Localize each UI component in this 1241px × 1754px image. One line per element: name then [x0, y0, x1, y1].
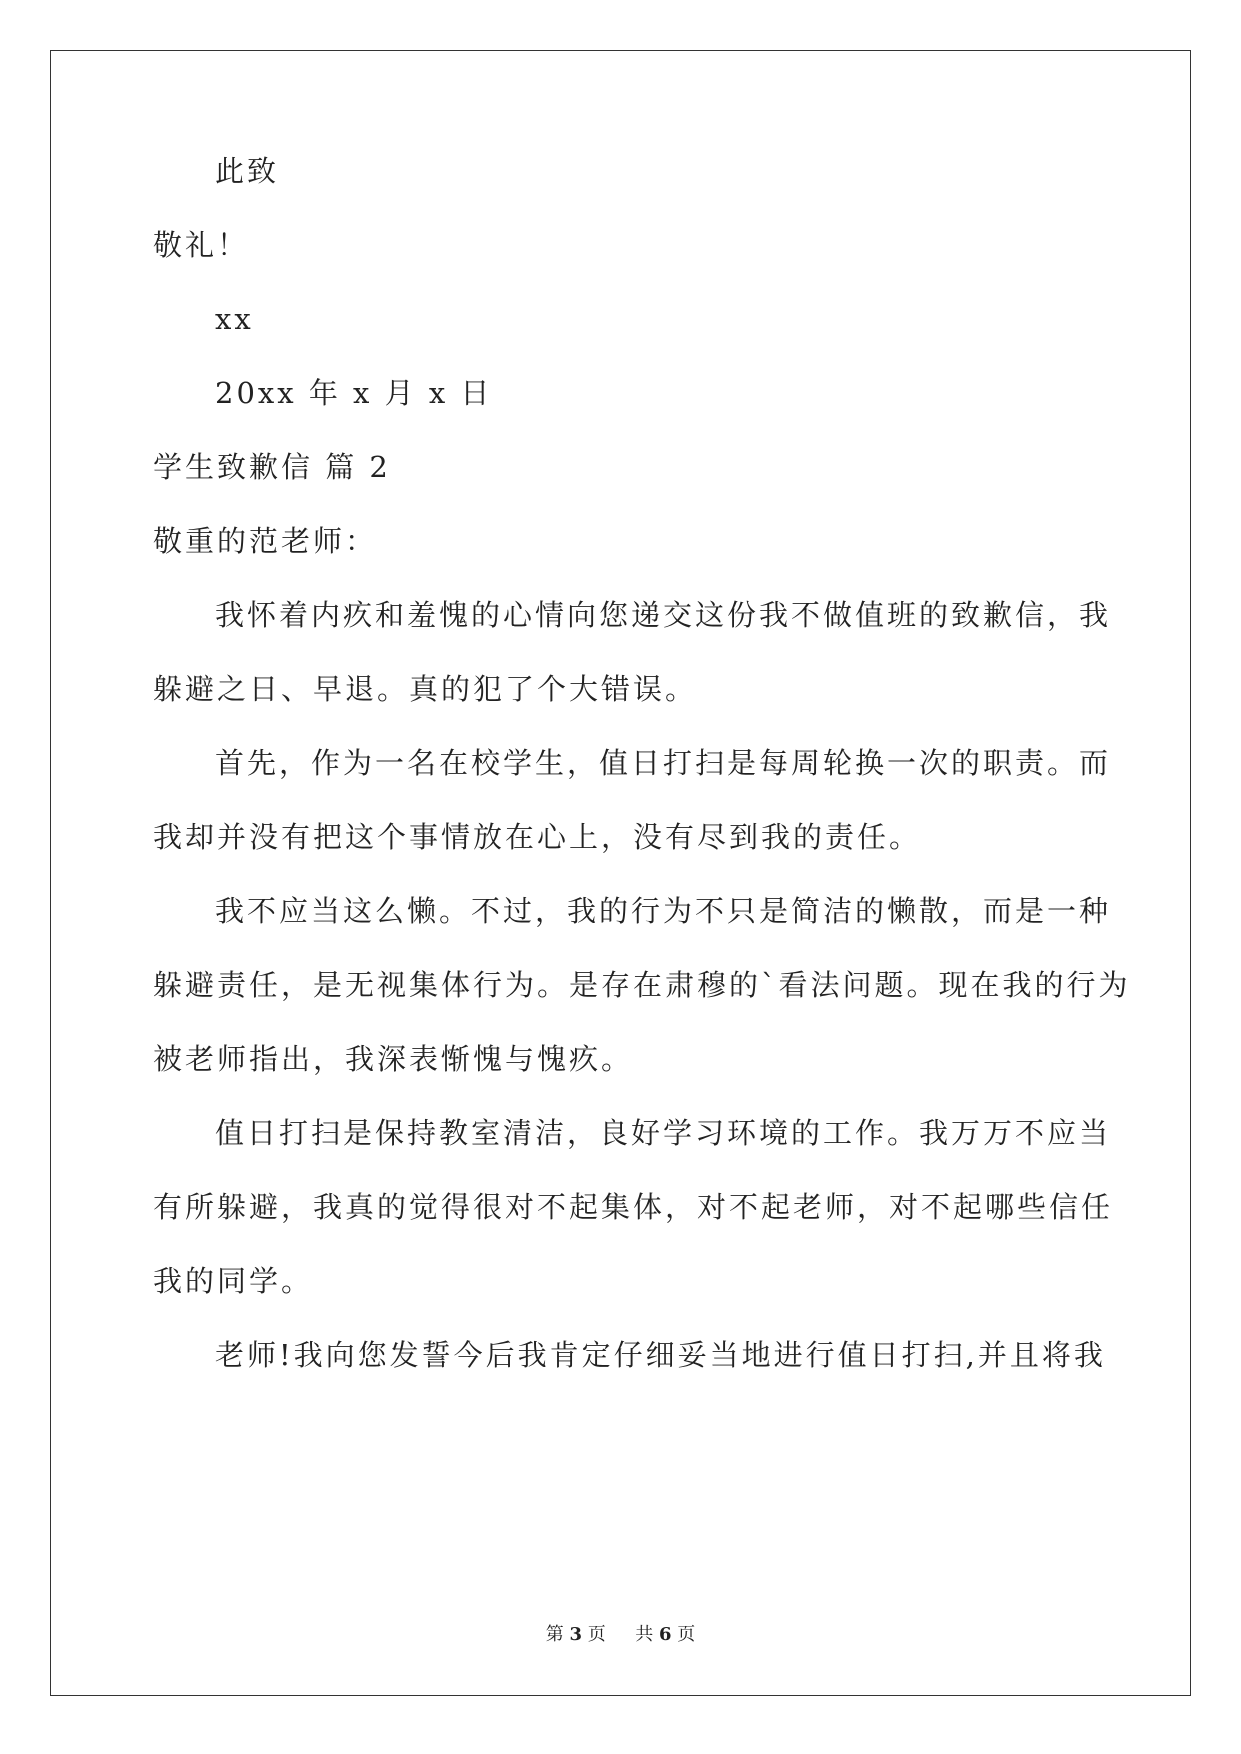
total-suffix: 页 — [677, 1624, 696, 1645]
body-line: 躲避之日、早退。真的犯了个大错误。 — [153, 672, 698, 706]
page-current: 3 — [569, 1624, 583, 1645]
section-heading: 学生致歉信 篇 2 — [153, 450, 391, 484]
body-line: 首先，作为一名在校学生，值日打扫是每周轮换一次的职责。而 — [215, 746, 1112, 780]
letter-closing: 此致 — [215, 154, 280, 188]
letter-greeting: 敬重的范老师： — [153, 524, 378, 558]
letter-signer: xx — [215, 302, 254, 336]
letter-salute: 敬礼！ — [153, 228, 250, 262]
body-line: 我怀着内疚和羞愧的心情向您递交这份我不做值班的致歉信，我 — [215, 598, 1112, 632]
page-total: 6 — [658, 1624, 672, 1645]
body-line: 有所躲避，我真的觉得很对不起集体，对不起老师，对不起哪些信任 — [153, 1190, 1114, 1224]
body-line: 躲避责任，是无视集体行为。是存在肃穆的`看法问题。现在我的行为 — [153, 968, 1131, 1002]
body-line: 我的同学。 — [153, 1264, 314, 1298]
page-footer — [0, 1623, 1241, 1647]
body-line: 值日打扫是保持教室清洁，良好学习环境的工作。我万万不应当 — [215, 1116, 1112, 1150]
body-line: 我却并没有把这个事情放在心上，没有尽到我的责任。 — [153, 820, 922, 854]
body-line: 我不应当这么懒。不过，我的行为不只是简洁的懒散，而是一种 — [215, 894, 1112, 928]
total-prefix: 共 — [635, 1624, 654, 1645]
body-line: 被老师指出，我深表惭愧与愧疚。 — [153, 1042, 634, 1076]
page-prefix: 第 — [545, 1624, 564, 1645]
page-suffix: 页 — [587, 1624, 606, 1645]
letter-date: 20xx 年 x 月 x 日 — [215, 376, 493, 410]
body-line: 老师!我向您发誓今后我肯定仔细妥当地进行值日打扫,并且将我 — [215, 1338, 1106, 1372]
page-frame — [50, 50, 1191, 1696]
